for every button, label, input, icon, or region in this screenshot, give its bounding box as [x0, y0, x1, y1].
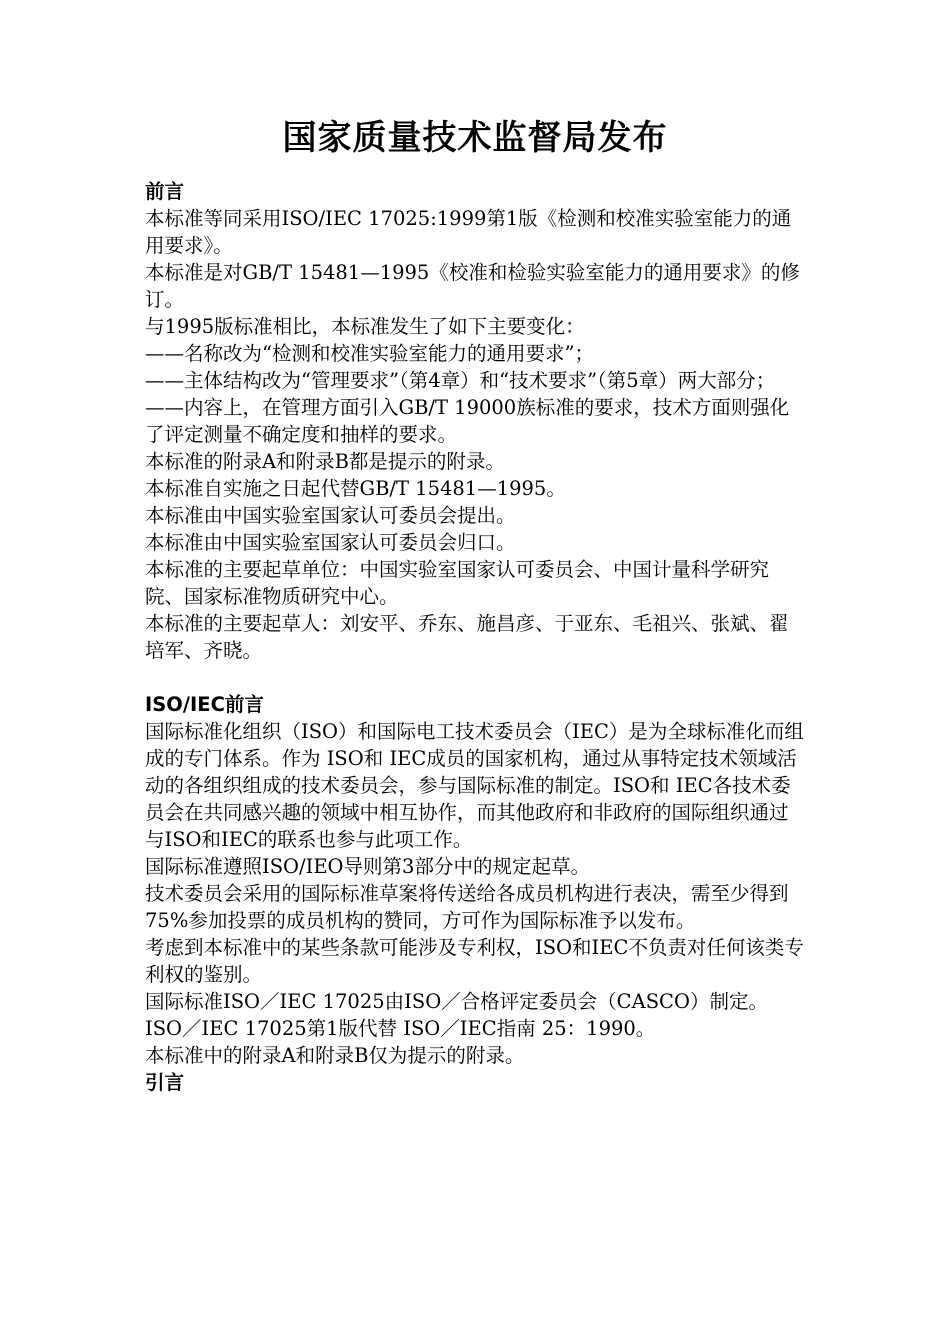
paragraph: 本标准自实施之日起代替GB/T 15481—1995。 [145, 477, 566, 500]
paragraph: ——主体结构改为“管理要求”（第4章）和“技术要求”（第5章）两大部分； [145, 369, 776, 392]
paragraph: 国际标准化组织（ISO）和国际电工技术委员会（IEC）是为全球标准化而组成的专门体系。作为 ISO和 IEC成员的国家机构，通过从事特定技术领域活动的各组织组成的技术委员会，参与国际标准的制定。ISO和 IEC各技术委员会在共同感兴趣的领域中相互协作，而其他政府和非政府的国际组织通过与ISO和IEC的联系也参与此项工作。 [145, 720, 804, 851]
paragraph: 技术委员会采用的国际标准草案将传送给各成员机构进行表决，需至少得到75%参加投票的成员机构的赞同，方可作为国际标准予以发布。 [145, 882, 789, 932]
paragraph: ——内容上，在管理方面引入GB/T 19000族标准的要求，技术方面则强化了评定测量不确定度和抽样的要求。 [145, 396, 790, 446]
paragraph: 本标准由中国实验室国家认可委员会归口。 [145, 531, 516, 554]
section-spacer [145, 664, 807, 691]
paragraph: ISO／IEC 17025第1版代替 ISO／IEC指南 25：1990。 [145, 1017, 656, 1040]
paragraph: 本标准的主要起草人：刘安平、乔东、施昌彦、于亚东、毛祖兴、张斌、翟培军、齐晓。 [145, 612, 789, 662]
paragraph: 与1995版标准相比，本标准发生了如下主要变化： [145, 315, 585, 338]
paragraph: 本标准中的附录A和附录B仅为提示的附录。 [145, 1044, 525, 1067]
paragraph: 本标准等同采用ISO/IEC 17025:1999第1版《检测和校准实验室能力的通用要求》。 [145, 207, 792, 257]
paragraph: 本标准的主要起草单位：中国实验室国家认可委员会、中国计量科学研究院、国家标准物质研究中心。 [145, 558, 770, 608]
section-heading-iso-iec-foreword: ISO/IEC前言 [145, 693, 264, 716]
paragraph: ——名称改为“检测和校准实验室能力的通用要求”； [145, 342, 594, 365]
section-heading-introduction: 引言 [145, 1071, 185, 1094]
section-heading-foreword: 前言 [145, 180, 185, 203]
document-title: 国家质量技术监督局发布 [282, 118, 668, 158]
paragraph: 考虑到本标准中的某些条款可能涉及专利权，ISO和IEC不负责对任何该类专利权的鉴别。 [145, 936, 804, 986]
paragraph: 本标准是对GB/T 15481—1995《校准和检验实验室能力的通用要求》的修订。 [145, 261, 800, 311]
document-body [145, 178, 807, 1096]
paragraph: 国际标准ISO／IEC 17025由ISO／合格评定委员会（CASCO）制定。 [145, 990, 768, 1013]
paragraph: 国际标准遵照ISO/IEO导则第3部分中的规定起草。 [145, 855, 590, 878]
paragraph: 本标准的附录A和附录B都是提示的附录。 [145, 450, 505, 473]
paragraph: 本标准由中国实验室国家认可委员会提出。 [145, 504, 516, 527]
